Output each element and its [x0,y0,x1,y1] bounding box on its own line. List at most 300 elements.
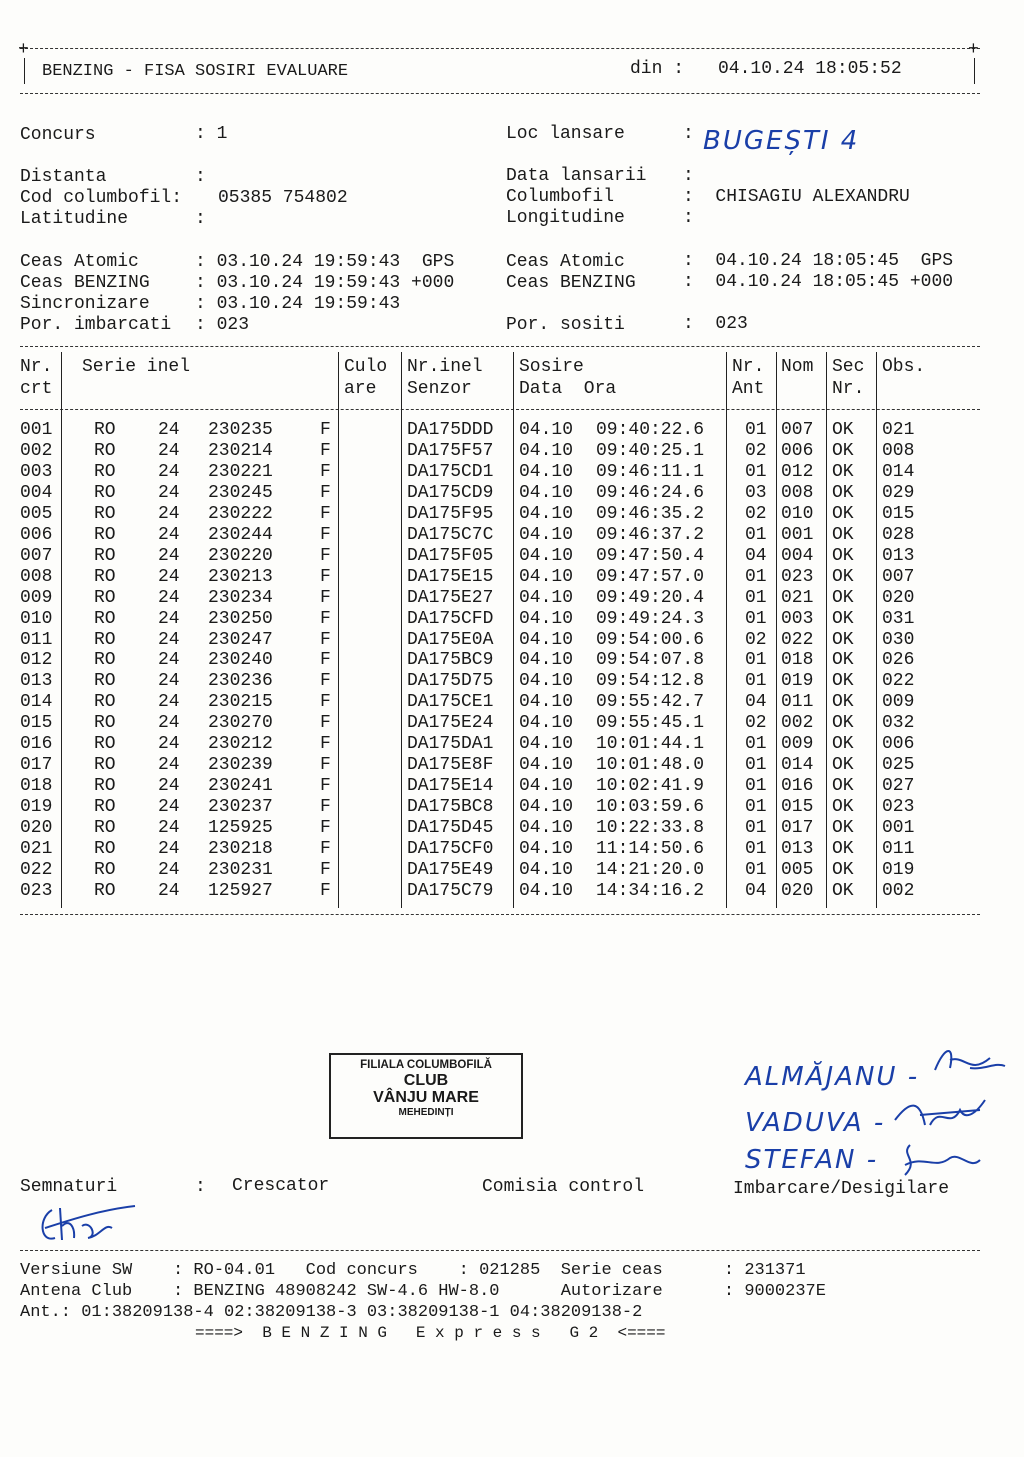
cell-time: 09:46:11.1 [596,461,705,482]
cell-date: 04.10 [519,692,574,713]
cell-sex: F [320,755,331,776]
cell-nr-crt: 023 [20,880,53,901]
cell-country: RO [94,692,116,713]
cell-sex: F [320,650,331,671]
cell-sensor: DA175CFD [407,608,494,629]
table-bottom-rule [20,914,980,915]
cell-nr-crt: 020 [20,818,53,839]
cell-time: 10:01:44.1 [596,734,705,755]
cell-time: 10:01:48.0 [596,755,705,776]
cell-sensor: DA175DDD [407,420,494,440]
cell-date: 04.10 [519,503,574,524]
stamp-line-3: VÂNJU MARE [373,1089,479,1107]
cell-date: 04.10 [519,420,574,440]
concurs-label: Concurs [20,125,96,145]
cell-obs: 022 [882,671,915,692]
cell-date: 04.10 [519,566,574,587]
cell-sec: OK [832,420,854,440]
cell-nr-crt: 019 [20,797,53,818]
cell-time: 09:40:25.1 [596,440,705,461]
cell-nom: 013 [781,839,814,859]
cell-nom: 023 [781,566,814,587]
cell-country: RO [94,440,116,461]
stamp-line-1: FILIALA COLUMBOFILĂ [360,1059,492,1071]
cell-year: 24 [158,713,180,734]
cell-nom: 001 [781,524,814,545]
cell-sec: OK [832,713,854,734]
cell-ring-number: 230236 [208,671,273,692]
cell-time: 09:54:00.6 [596,629,705,650]
cell-nr-crt: 010 [20,608,53,629]
cell-sec: OK [832,671,854,692]
loc-lansare-handwritten: BUGEȘTI 4 [703,126,860,156]
cell-ring-number: 230231 [208,859,273,880]
cell-ring-number: 125927 [208,880,273,901]
distanta-label: Distanta [20,167,107,187]
cell-sex: F [320,797,331,818]
cell-sec: OK [832,461,854,482]
cell-sex: F [320,776,331,797]
cell-sensor: DA175CF0 [407,839,494,859]
cell-time: 09:55:42.7 [596,692,705,713]
cell-antenna: 03 [745,482,767,503]
sincronizare-value: : 03.10.24 19:59:43 [195,294,401,314]
cell-sex: F [320,880,331,901]
col-divider [401,352,402,908]
cell-sec: OK [832,566,854,587]
cell-obs: 025 [882,755,915,776]
cell-obs: 020 [882,587,915,608]
cell-nr-crt: 001 [20,420,53,440]
cell-antenna: 04 [745,692,767,713]
cell-ring-number: 230244 [208,524,273,545]
col-divider [876,352,877,908]
latitudine-value: : [195,209,206,229]
cell-time: 10:02:41.9 [596,776,705,797]
cell-year: 24 [158,859,180,880]
ceas-benzing-end-label: Ceas BENZING [506,273,636,293]
cell-country: RO [94,755,116,776]
cell-year: 24 [158,671,180,692]
sincronizare-label: Sincronizare [20,294,150,314]
cell-sec: OK [832,839,854,859]
header-nr-inel: Nr.inel [407,357,483,377]
cell-date: 04.10 [519,524,574,545]
cell-ring-number: 230220 [208,545,273,566]
cell-antenna: 02 [745,503,767,524]
cell-ring-number: 230234 [208,587,273,608]
cell-time: 09:54:07.8 [596,650,705,671]
cell-sex: F [320,587,331,608]
cell-sex: F [320,482,331,503]
handwritten-name-3: STEFAN - [745,1145,879,1175]
cell-sex: F [320,566,331,587]
cell-nr-crt: 011 [20,629,53,650]
cell-nom: 016 [781,776,814,797]
cell-sensor: DA175E0A [407,629,494,650]
stamp-line-2: CLUB [403,1071,449,1089]
columbofil-label: Columbofil [506,187,615,207]
cell-ring-number: 230221 [208,461,273,482]
cell-year: 24 [158,692,180,713]
signature-1 [930,1040,1010,1080]
por-sositi-label: Por. sositi [506,315,625,335]
cell-year: 24 [158,545,180,566]
cell-ring-number: 230270 [208,713,273,734]
cell-sec: OK [832,608,854,629]
cell-sex: F [320,692,331,713]
col-divider [61,352,62,908]
cell-sec: OK [832,440,854,461]
cell-country: RO [94,587,116,608]
cell-nom: 002 [781,713,814,734]
col-divider [776,352,777,908]
handwritten-name-1: ALMĂJANU - [745,1062,920,1092]
report-date: 04.10.24 18:05:52 [718,59,902,79]
cell-ring-number: 230240 [208,650,273,671]
cell-antenna: 01 [745,755,767,776]
cell-nr-crt: 012 [20,650,53,671]
cell-nr-crt: 002 [20,440,53,461]
cell-country: RO [94,671,116,692]
cell-year: 24 [158,420,180,440]
por-sositi-value: : 023 [683,314,748,334]
cell-antenna: 04 [745,880,767,901]
header-data-ora: Data Ora [519,379,617,399]
cell-nr-crt: 017 [20,755,53,776]
cell-sex: F [320,734,331,755]
cell-antenna: 04 [745,545,767,566]
cell-antenna: 01 [745,587,767,608]
cell-nr-crt: 021 [20,839,53,859]
cell-sensor: DA175F05 [407,545,494,566]
cell-year: 24 [158,797,180,818]
cell-obs: 031 [882,608,915,629]
cell-date: 04.10 [519,482,574,503]
cell-country: RO [94,818,116,839]
cell-ring-number: 230250 [208,608,273,629]
cell-nom: 004 [781,545,814,566]
cell-sex: F [320,524,331,545]
cell-nr-crt: 009 [20,587,53,608]
cell-time: 09:46:24.6 [596,482,705,503]
cell-sec: OK [832,692,854,713]
cell-country: RO [94,859,116,880]
cell-antenna: 01 [745,818,767,839]
header-sec: Sec [832,357,865,377]
cell-sex: F [320,859,331,880]
cell-time: 11:14:50.6 [596,839,705,859]
header-nr: Nr. [20,357,53,377]
cell-nom: 019 [781,671,814,692]
cell-nr-crt: 003 [20,461,53,482]
cell-nom: 020 [781,880,814,901]
cell-ring-number: 230235 [208,420,273,440]
cell-sec: OK [832,880,854,901]
cell-sensor: DA175C7C [407,524,494,545]
ceas-atomic-end-label: Ceas Atomic [506,252,625,272]
cell-obs: 029 [882,482,915,503]
cell-ring-number: 230215 [208,692,273,713]
cell-time: 09:47:50.4 [596,545,705,566]
cell-sensor: DA175D45 [407,818,494,839]
cell-sensor: DA175CE1 [407,692,494,713]
header-right-bar [974,58,975,84]
cell-sec: OK [832,482,854,503]
cell-date: 04.10 [519,776,574,797]
cell-antenna: 01 [745,420,767,440]
cell-ring-number: 230214 [208,440,273,461]
cell-antenna: 01 [745,797,767,818]
cell-date: 04.10 [519,755,574,776]
cell-ring-number: 230222 [208,503,273,524]
cell-date: 04.10 [519,839,574,859]
cell-sensor: DA175F95 [407,503,494,524]
semnaturi-label: Semnaturi [20,1177,118,1197]
cell-sex: F [320,839,331,859]
cell-nom: 007 [781,420,814,440]
report-date-label: din : [630,59,685,79]
cell-nr-crt: 005 [20,503,53,524]
cell-nr-crt: 014 [20,692,53,713]
col-divider [726,352,727,908]
cell-obs: 027 [882,776,915,797]
cell-sec: OK [832,524,854,545]
cell-ring-number: 230212 [208,734,273,755]
cell-antenna: 01 [745,566,767,587]
cell-sex: F [320,440,331,461]
crescator-signature [30,1198,150,1258]
cell-ring-number: 230218 [208,839,273,859]
cell-nom: 006 [781,440,814,461]
cell-country: RO [94,420,116,440]
cell-country: RO [94,608,116,629]
cell-obs: 026 [882,650,915,671]
cell-ring-number: 230247 [208,629,273,650]
header-crt: crt [20,379,53,399]
cell-time: 09:40:22.6 [596,420,705,440]
cell-date: 04.10 [519,859,574,880]
header-culoare-2: are [344,379,377,399]
header-obs: Obs. [882,357,926,377]
loc-lansare-label: Loc lansare [506,124,625,144]
cell-sec: OK [832,818,854,839]
cell-date: 04.10 [519,461,574,482]
cell-ring-number: 230213 [208,566,273,587]
cell-obs: 008 [882,440,915,461]
cell-date: 04.10 [519,818,574,839]
cell-obs: 009 [882,692,915,713]
cell-ring-number: 230241 [208,776,273,797]
cell-nr-crt: 006 [20,524,53,545]
signature-3 [895,1140,985,1180]
cell-country: RO [94,524,116,545]
cell-sec: OK [832,650,854,671]
header-culoare-1: Culo [344,357,388,377]
cell-sensor: DA175DA1 [407,734,494,755]
cell-sensor: DA175E49 [407,859,494,880]
cell-time: 09:54:12.8 [596,671,705,692]
cell-sex: F [320,461,331,482]
cell-ring-number: 230239 [208,755,273,776]
cod-columbofil-label: Cod columbofil: [20,188,183,208]
cell-country: RO [94,461,116,482]
cell-obs: 021 [882,420,915,440]
cell-year: 24 [158,776,180,797]
cell-obs: 014 [882,461,915,482]
longitudine-label: Longitudine [506,208,625,228]
cell-year: 24 [158,440,180,461]
cell-ring-number: 230237 [208,797,273,818]
cell-nom: 014 [781,755,814,776]
cell-nr-crt: 015 [20,713,53,734]
cell-time: 14:34:16.2 [596,880,705,901]
cell-sensor: DA175E8F [407,755,494,776]
cell-year: 24 [158,818,180,839]
header-left-bar [24,58,25,84]
cell-date: 04.10 [519,880,574,901]
handwritten-name-2: VADUVA - [745,1108,886,1138]
cell-year: 24 [158,524,180,545]
cell-country: RO [94,776,116,797]
cell-date: 04.10 [519,587,574,608]
col-divider [338,352,339,908]
cell-country: RO [94,503,116,524]
cell-sensor: DA175E27 [407,587,494,608]
cell-nom: 015 [781,797,814,818]
data-lansarii-value: : [683,166,694,186]
cell-year: 24 [158,587,180,608]
semnaturi-colon: : [195,1177,206,1197]
cell-country: RO [94,880,116,901]
cell-time: 09:47:57.0 [596,566,705,587]
ceas-atomic-start-value: : 03.10.24 19:59:43 GPS [195,252,455,272]
cell-obs: 023 [882,797,915,818]
col-divider [826,352,827,908]
cell-nom: 010 [781,503,814,524]
cell-nr-crt: 016 [20,734,53,755]
cell-sensor: DA175D75 [407,671,494,692]
cell-sex: F [320,503,331,524]
cell-date: 04.10 [519,671,574,692]
cell-country: RO [94,650,116,671]
cell-country: RO [94,839,116,859]
cell-time: 09:55:45.1 [596,713,705,734]
cell-sec: OK [832,797,854,818]
cell-year: 24 [158,566,180,587]
cell-obs: 006 [882,734,915,755]
cell-antenna: 02 [745,713,767,734]
cell-year: 24 [158,880,180,901]
cell-sec: OK [832,776,854,797]
por-imbarcati-value: : 023 [195,315,250,335]
cell-time: 09:49:24.3 [596,608,705,629]
cell-obs: 028 [882,524,915,545]
corner-plus: + [18,40,29,60]
cell-sensor: DA175BC9 [407,650,494,671]
cell-nr-crt: 022 [20,859,53,880]
cell-sex: F [320,420,331,440]
cell-sensor: DA175F57 [407,440,494,461]
columbofil-value: : CHISAGIU ALEXANDRU [683,187,910,207]
footer-line-3: Ant.: 01:38209138-4 02:38209138-3 03:38209138-1 04:38209138-2 [20,1303,643,1322]
cell-obs: 019 [882,859,915,880]
cell-nom: 018 [781,650,814,671]
crescator-label: Crescator [232,1176,330,1196]
ceas-atomic-start-label: Ceas Atomic [20,252,139,272]
col-divider [513,352,514,908]
cell-country: RO [94,566,116,587]
footer-line-2: Antena Club : BENZING 48908242 SW-4.6 HW-8.0 Autorizare : 9000237E [20,1282,826,1301]
cell-year: 24 [158,755,180,776]
cell-nom: 021 [781,587,814,608]
cell-obs: 011 [882,839,915,859]
cell-sec: OK [832,734,854,755]
cell-antenna: 01 [745,461,767,482]
cell-nr-crt: 013 [20,671,53,692]
cell-time: 14:21:20.0 [596,859,705,880]
cell-sec: OK [832,587,854,608]
cell-antenna: 01 [745,839,767,859]
cell-sensor: DA175E15 [407,566,494,587]
cell-time: 10:03:59.6 [596,797,705,818]
table-top-rule [20,346,980,347]
cell-date: 04.10 [519,797,574,818]
header-sec-nr: Nr. [832,379,865,399]
cell-nom: 011 [781,692,814,713]
cell-country: RO [94,797,116,818]
cell-sex: F [320,629,331,650]
cell-year: 24 [158,734,180,755]
cell-time: 09:46:35.2 [596,503,705,524]
cell-date: 04.10 [519,650,574,671]
cell-antenna: 01 [745,859,767,880]
cell-nr-crt: 007 [20,545,53,566]
cell-nom: 009 [781,734,814,755]
cell-sec: OK [832,503,854,524]
footer-rule [20,1250,980,1251]
cell-date: 04.10 [519,545,574,566]
ceas-benzing-end-value: : 04.10.24 18:05:45 +000 [683,272,954,292]
footer-brand: ====> B E N Z I N G E x p r e s s G 2 <==== [195,1324,666,1342]
ceas-benzing-start-label: Ceas BENZING [20,273,150,293]
cell-year: 24 [158,461,180,482]
header-bottom-border [20,93,980,94]
cell-obs: 002 [882,880,915,901]
signature-2 [890,1090,990,1140]
header-nom: Nom [781,357,814,377]
cell-date: 04.10 [519,734,574,755]
cell-antenna: 01 [745,776,767,797]
stamp-line-4: MEHEDINȚI [398,1106,454,1118]
cell-obs: 032 [882,713,915,734]
cell-date: 04.10 [519,608,574,629]
header-nr-ant: Nr. [732,357,765,377]
longitudine-value: : [683,208,694,228]
header-top-border [20,48,980,49]
cod-columbofil-value: 05385 754802 [218,188,348,208]
cell-time: 10:22:33.8 [596,818,705,839]
club-stamp [329,1053,523,1139]
cell-nr-crt: 008 [20,566,53,587]
cell-obs: 013 [882,545,915,566]
report-title: BENZING - FISA SOSIRI EVALUARE [42,62,349,81]
cell-time: 09:49:20.4 [596,587,705,608]
concurs-value: : 1 [195,124,228,144]
cell-nom: 005 [781,859,814,880]
cell-nom: 017 [781,818,814,839]
cell-sec: OK [832,755,854,776]
